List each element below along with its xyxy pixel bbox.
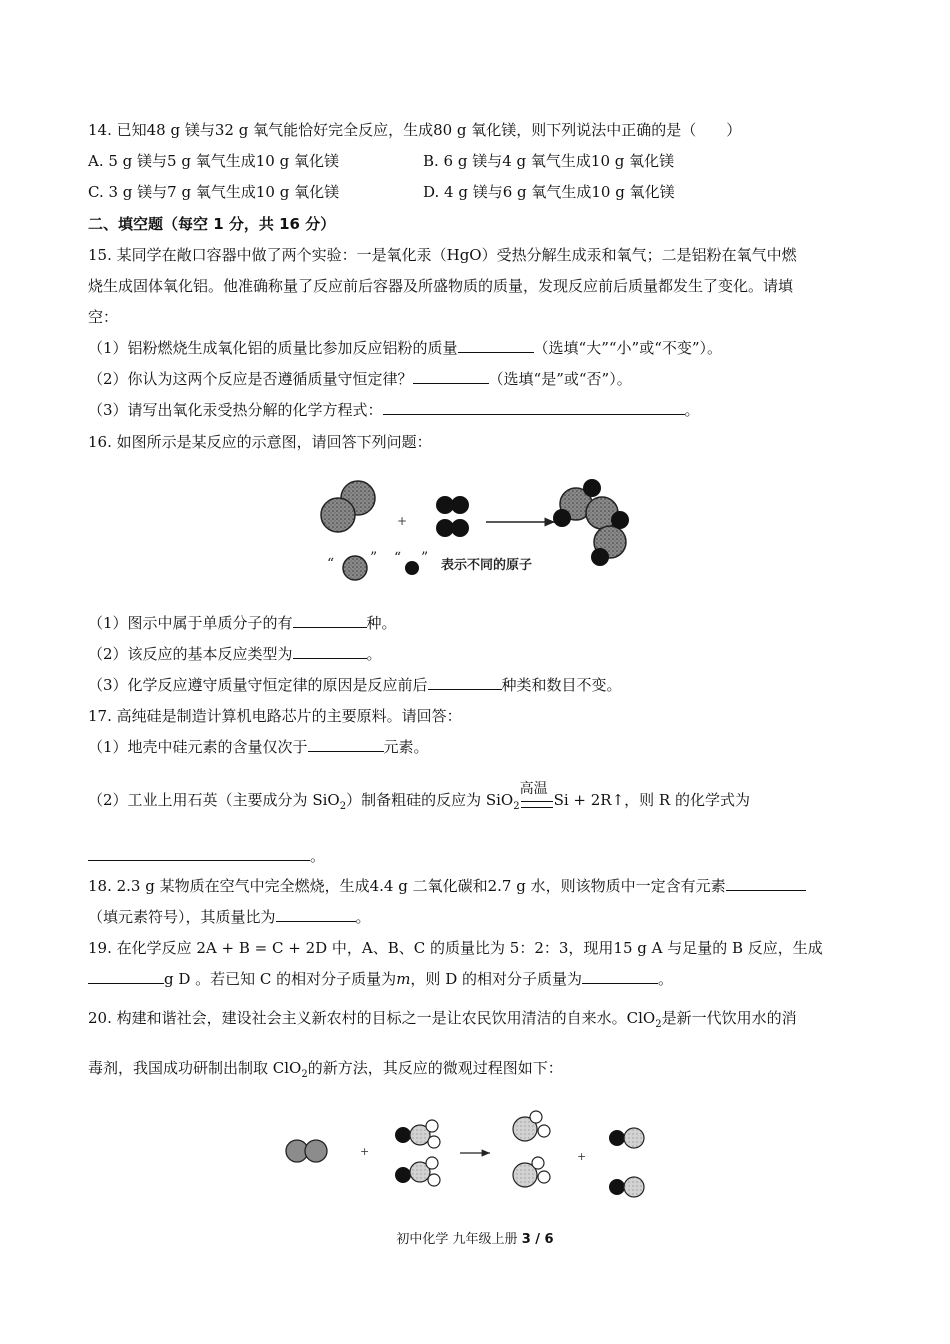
q17-part-1 bbox=[88, 737, 429, 757]
answer-blank[interactable] bbox=[383, 400, 685, 415]
q16-part-1-text: （1）图示中属于单质分子的有 bbox=[88, 614, 293, 632]
plus-sign: + bbox=[397, 514, 408, 528]
answer-blank[interactable] bbox=[428, 675, 502, 690]
q16-reaction-diagram bbox=[300, 470, 660, 590]
q20-text: 20. 构建和谐社会，建设社会主义新农村的目标之一是让农民饮用清洁的自来水。ClO bbox=[88, 1009, 656, 1027]
subscript: 2 bbox=[513, 801, 520, 812]
q17-part-2-end: 。 bbox=[310, 847, 326, 865]
q19-line-2 bbox=[88, 969, 673, 989]
answer-blank[interactable] bbox=[458, 338, 534, 353]
answer-blank[interactable] bbox=[88, 969, 164, 984]
q15-part-1-text: （1）铝粉燃烧生成氧化铝的质量比参加反应铝粉的质量 bbox=[88, 339, 458, 357]
chlorine-dioxide-molecules bbox=[513, 1111, 550, 1187]
q17-stem: 17. 高纯硅是制造计算机电路芯片的主要原料。请回答： bbox=[88, 707, 462, 725]
plus-sign: + bbox=[577, 1150, 587, 1163]
q16-part-2-text: （2）该反应的基本反应类型为 bbox=[88, 645, 293, 663]
page-number: 3 / 6 bbox=[521, 1232, 554, 1247]
svg-text:“: “ bbox=[394, 550, 402, 566]
q16-part-3-end: 种类和数目不变。 bbox=[501, 676, 622, 694]
q15-part-2-text: （2）你认为这两个反应是否遵循质量守恒定律？ bbox=[88, 370, 413, 388]
q15-part-3 bbox=[88, 400, 700, 420]
answer-blank[interactable] bbox=[582, 969, 658, 984]
q14-option-c: C. 3 g 镁与7 g 氧气生成10 g 氧化镁 bbox=[88, 183, 340, 201]
page-footer bbox=[0, 1228, 950, 1247]
reactant-molecules bbox=[395, 1120, 440, 1186]
section-title: 二、填空题（每空 1 分，共 16 分） bbox=[88, 215, 336, 233]
subscript: 2 bbox=[301, 1069, 308, 1080]
answer-blank[interactable] bbox=[293, 644, 367, 659]
q15-part-3-end: 。 bbox=[684, 401, 700, 419]
large-atom-icon bbox=[343, 556, 367, 580]
q16-part-2-end: 。 bbox=[366, 645, 382, 663]
q14-option-d: D. 4 g 镁与6 g 氧气生成10 g 氧化镁 bbox=[423, 183, 675, 201]
q17-part-2-text: （2）工业上用石英（主要成分为 SiO bbox=[88, 791, 340, 809]
q17-part-2-reaction: ）制备粗硅的反应为 SiO bbox=[346, 791, 514, 809]
answer-blank[interactable] bbox=[413, 369, 489, 384]
q20-text-4: 的新方法，其反应的微观过程图如下： bbox=[307, 1059, 563, 1077]
answer-blank[interactable] bbox=[726, 876, 806, 891]
q14-stem: 14. 已知48 g 镁与32 g 氧气能恰好完全反应，生成80 g 氧化镁，则下列说法中正确的是（ ） bbox=[88, 121, 742, 139]
q19-text: g D 。若已知 C 的相对分子质量为 bbox=[164, 970, 397, 988]
q15-stem-2: 烧生成固体氧化铝。他准确称量了反应前后容器及所盛物质的质量，发现反应前后质量都发生了变化。请填 bbox=[88, 277, 794, 295]
q16-part-3 bbox=[88, 675, 622, 695]
q16-part-2 bbox=[88, 644, 382, 664]
q20-text-2: 是新一代饮用水的消 bbox=[661, 1009, 797, 1027]
q19-line-1: 19. 在化学反应 2A + B = C + 2D 中，A、B、C 的质量比为 5：2：3，现用15 g A 与足量的 B 反应，生成 bbox=[88, 939, 823, 957]
answer-blank[interactable] bbox=[308, 737, 384, 752]
sodium-chloride-molecules bbox=[609, 1128, 644, 1197]
answer-blank[interactable] bbox=[276, 907, 356, 922]
q20-micro-process-diagram bbox=[280, 1105, 660, 1210]
q18-end: 。 bbox=[355, 908, 371, 926]
plus-sign: + bbox=[360, 1145, 370, 1158]
q17-part-1-text: （1）地壳中硅元素的含量仅次于 bbox=[88, 738, 308, 756]
q15-stem-1: 15. 某同学在敞口容器中做了两个实验：一是氧化汞（HgO）受热分解生成汞和氧气；二是铝粉在氧气中燃 bbox=[88, 246, 797, 264]
footer-text: 初中化学 九年级上册 bbox=[396, 1232, 522, 1247]
q19-end: 。 bbox=[658, 970, 674, 988]
condition-text: 高温 bbox=[519, 781, 548, 797]
q20-text-3: 毒剂，我国成功研制出制取 ClO bbox=[88, 1059, 302, 1077]
q16-stem: 16. 如图所示是某反应的示意图，请回答下列问题： bbox=[88, 433, 432, 451]
q20-line-2 bbox=[88, 1058, 563, 1085]
q14-option-b: B. 6 g 镁与4 g 氧气生成10 g 氧化镁 bbox=[423, 152, 675, 170]
q17-part-2-tail: Si + 2R↑，则 R 的化学式为 bbox=[553, 791, 750, 809]
answer-blank[interactable] bbox=[293, 613, 367, 628]
svg-text:”: ” bbox=[421, 550, 429, 566]
small-atom-molecules bbox=[436, 496, 469, 537]
product-molecules bbox=[553, 479, 629, 566]
variable-m: m bbox=[396, 970, 411, 988]
q19-text-2: ，则 D 的相对分子质量为 bbox=[410, 970, 582, 988]
q18-text: 18. 2.3 g 某物质在空气中完全燃烧，生成4.4 g 二氧化碳和2.7 g 水，则该物质中一定含有元素 bbox=[88, 877, 726, 895]
subscript: 2 bbox=[655, 1019, 662, 1030]
svg-text:”: ” bbox=[370, 550, 378, 566]
q16-part-1-end: 种。 bbox=[366, 614, 397, 632]
diagram-legend bbox=[327, 550, 532, 580]
q17-part-2 bbox=[88, 781, 864, 817]
legend-text: 表示不同的原子 bbox=[441, 558, 533, 573]
small-atom-icon bbox=[405, 561, 419, 575]
q15-part-2 bbox=[88, 369, 632, 389]
q18-line-2 bbox=[88, 907, 371, 927]
q15-part-1 bbox=[88, 338, 722, 358]
large-atom-molecule bbox=[321, 481, 375, 532]
q15-part-2-hint: （选填“是”或“否”）。 bbox=[488, 370, 632, 388]
q20-line-1 bbox=[88, 1008, 797, 1035]
q15-part-3-text: （3）请写出氧化汞受热分解的化学方程式： bbox=[88, 401, 383, 419]
q15-part-1-hint: （选填“大”“小”或“不变”）。 bbox=[533, 339, 723, 357]
q14-option-a: A. 5 g 镁与5 g 氧气生成10 g 氧化镁 bbox=[88, 152, 339, 170]
q17-part-2-answer bbox=[88, 846, 325, 866]
q18-hint: （填元素符号），其质量比为 bbox=[88, 908, 276, 926]
svg-text:“: “ bbox=[327, 556, 335, 572]
q17-part-1-end: 元素。 bbox=[383, 738, 429, 756]
q18-line-1 bbox=[88, 876, 806, 896]
chlorine-molecule bbox=[286, 1140, 327, 1162]
q15-stem-3: 空： bbox=[88, 308, 119, 326]
q16-part-1 bbox=[88, 613, 397, 633]
answer-blank[interactable] bbox=[88, 846, 310, 861]
subscript: 2 bbox=[339, 801, 347, 812]
reaction-condition bbox=[519, 781, 554, 817]
q16-part-3-text: （3）化学反应遵守质量守恒定律的原因是反应前后 bbox=[88, 676, 428, 694]
